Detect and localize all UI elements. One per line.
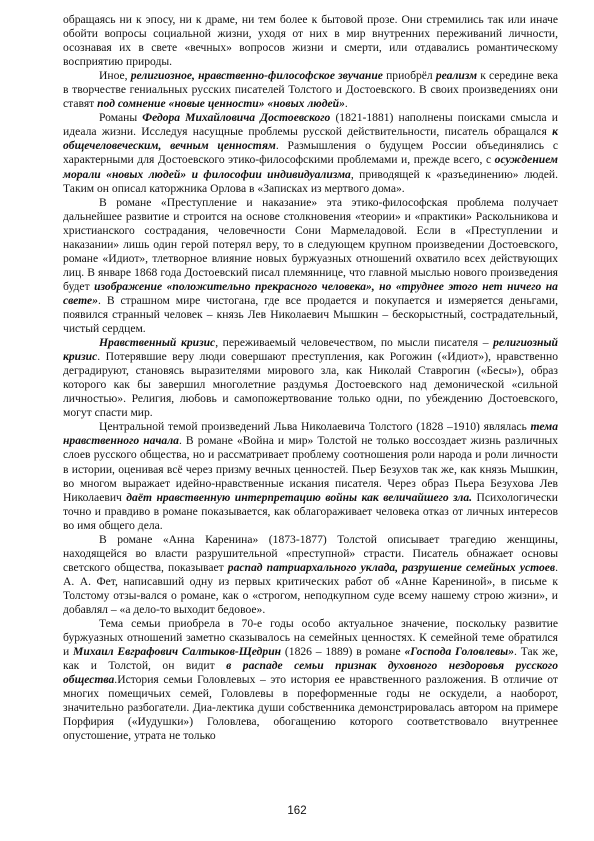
emphasized-text: даёт нравственную интерпретацию войны как величайшего зла. xyxy=(126,490,473,504)
paragraph xyxy=(63,69,558,111)
text-run: В романе «Преступление и наказание» эта этико-философская проблема получает дальнейшее развитие и строится на основе столкновения «теории» и «практики» Раскольникова и христианского сострадания, человечности Сони Мармеладовой. Если в «Преступлении и наказании» лишь один герой потерял веру, то в следующем крупном произведении Достоевского, романе «Идиот», тлетворное влияние новых буржуазных отношений охватило всех действующих лиц. В январе 1868 года Достоевский писал племяннице, что главной мыслью нового произведения будет xyxy=(63,195,558,293)
paragraph xyxy=(63,617,558,743)
text-run: Тема семьи приобрела в 70-е годы особо актуальное значение, поскольку развитие буржуазных отношений заметно сказывалось на семейных ценностях. К семейной теме обратился и xyxy=(63,617,558,659)
text-run: приобрёл xyxy=(382,69,436,83)
text-run: . В романе «Война и мир» Толстой не только воссоздает жизнь различных слоев русского общества, но и рассматривает проблему соотношения роли народа и роли личности в истории, оценивая всё через призму вечных ценностей. Пьер Безухов так же, как князь Мышкин, во многом выражает идейно-нравственные искания писателя. Через образ Пьера Безухова Лев Николаевич xyxy=(63,434,558,504)
text-run: .История семьи Головлевых – это история ее нравственного разложения. В отличие от многих помещичьих семей, Головлевы в пореформенные годы не оскудели, а наоборот, значительно разбогатели. Диа-лектика души собственника демонстрировалась автором на примере Порфирия («Иудушки») Головлева, обогащению которого соответствовало внутреннее опустошение, утрата не только xyxy=(63,673,558,743)
emphasized-text: к общечеловеческим, вечным ценностям xyxy=(63,125,558,153)
emphasized-text: Федора Михайловича Достоевского xyxy=(142,111,331,125)
text-run: Иное, xyxy=(99,69,131,83)
text-run: , переживаемый человечеством, по мысли писателя – xyxy=(215,336,494,350)
emphasized-text: в распаде семьи признак духовного нездоровья русского общества xyxy=(63,659,558,687)
text-run: (1821-1881) наполнены поисками смысла и идеала жизни. Исследуя насущные проблемы русской действительности, писатель обращался xyxy=(63,111,558,139)
emphasized-text: Нравственный кризис xyxy=(99,336,216,350)
paragraph xyxy=(63,336,558,420)
text-run: (1826 – 1889) в романе xyxy=(281,645,405,659)
paragraph xyxy=(63,196,558,336)
paragraph xyxy=(63,420,558,532)
text-run: . xyxy=(344,97,348,111)
text-run: . Потерявшие веру люди совершают преступления, как Рогожин («Идиот»), нравственно деградируют, становясь выразителями мирового зла, как Николай Ставрогин («Бесы»), образ которого как бы завершил многолетние раздумья Достоевского над демонической «сильной личностью». Религия, любовь и самопожертвование только одни, по убеждению Достоевского, могут спасти мир. xyxy=(63,350,558,420)
emphasized-text: религиозное, нравственно-философское звучание xyxy=(130,69,383,83)
text-run: . В страшном мире чистогана, где все продается и покупается и измеряется деньгами, появился странный человек – князь Лев Николаевич Мышкин – бескорыстный, сострадательный, чистый сердцем. xyxy=(63,293,558,336)
text-run: Романы xyxy=(99,111,143,125)
text-run: Психологически точно и правдиво в романе показывается, как облагораживает человека отказ от личных интересов во имя общего дела. xyxy=(63,490,558,532)
page-number: 162 xyxy=(287,805,307,817)
text-run: . Так же, как и Толстой, он видит xyxy=(63,645,559,673)
emphasized-text: «Господа Головлевы» xyxy=(404,645,515,659)
emphasized-text: осуждением морали «новых людей» и философии индивидуализма xyxy=(63,153,558,181)
text-run: , приводящей к «разъединению» людей. Таким он описал каторжника Орлова в «Записках из мертвого дома». xyxy=(63,167,558,195)
text-run: к середине века в творчестве гениальных русских писателей Толстого и Достоевского. В своих произведениях они ставят xyxy=(63,69,558,111)
paragraph xyxy=(63,13,558,69)
emphasized-text: под сомнение «новые ценности» «новых людей» xyxy=(97,97,345,111)
text-run: . Размышления о будущем России объединялись с характерными для Достоевского этико-философскими проблемами и, прежде всего, с xyxy=(63,139,558,167)
emphasized-text: распад патриархального уклада, разрушение семейных устоев xyxy=(227,560,556,574)
page-text-body xyxy=(63,13,558,743)
emphasized-text: реализм xyxy=(435,69,478,83)
emphasized-text: религиозный кризис xyxy=(63,336,558,364)
text-run: обращаясь ни к эпосу, ни к драме, ни тем более к бытовой прозе. Они стремились так или иначе обойти вопросы социальной жизни, уходя от них в мир внутренних переживаний личности, осознавая их в свете «вечных» вопросов жизни и смерти, или отдавались романтическому восприятию природы. xyxy=(63,13,558,69)
text-run: . А. А. Фет, написавший одну из первых критических работ об «Анне Карениной», в письме к Толстому отзы-вался о романе, как о «строгом, неподкупном суде всему нашему строю жизни», и добавлял – «а дело-то выходит бедовое». xyxy=(63,560,559,616)
text-run: Центральной темой произведений Льва Николаевича Толстого (1828 –1910) являлась xyxy=(99,420,531,434)
paragraph xyxy=(63,111,558,195)
paragraph xyxy=(63,533,558,617)
text-run: В романе «Анна Каренина» (1873-1877) Толстой описывает трагедию женщины, находящейся во власти разрушительной «преступной» страсти. Писатель обнажает основы светского общества, показывает xyxy=(63,532,558,574)
emphasized-text: тема нравственного начала xyxy=(63,420,558,448)
emphasized-text: изображение «положительно прекрасного человека», но «труднее этого нет ничего на свете» xyxy=(63,279,558,307)
emphasized-text: Михаил Евграфович Салтыков-Щедрин xyxy=(73,645,282,659)
